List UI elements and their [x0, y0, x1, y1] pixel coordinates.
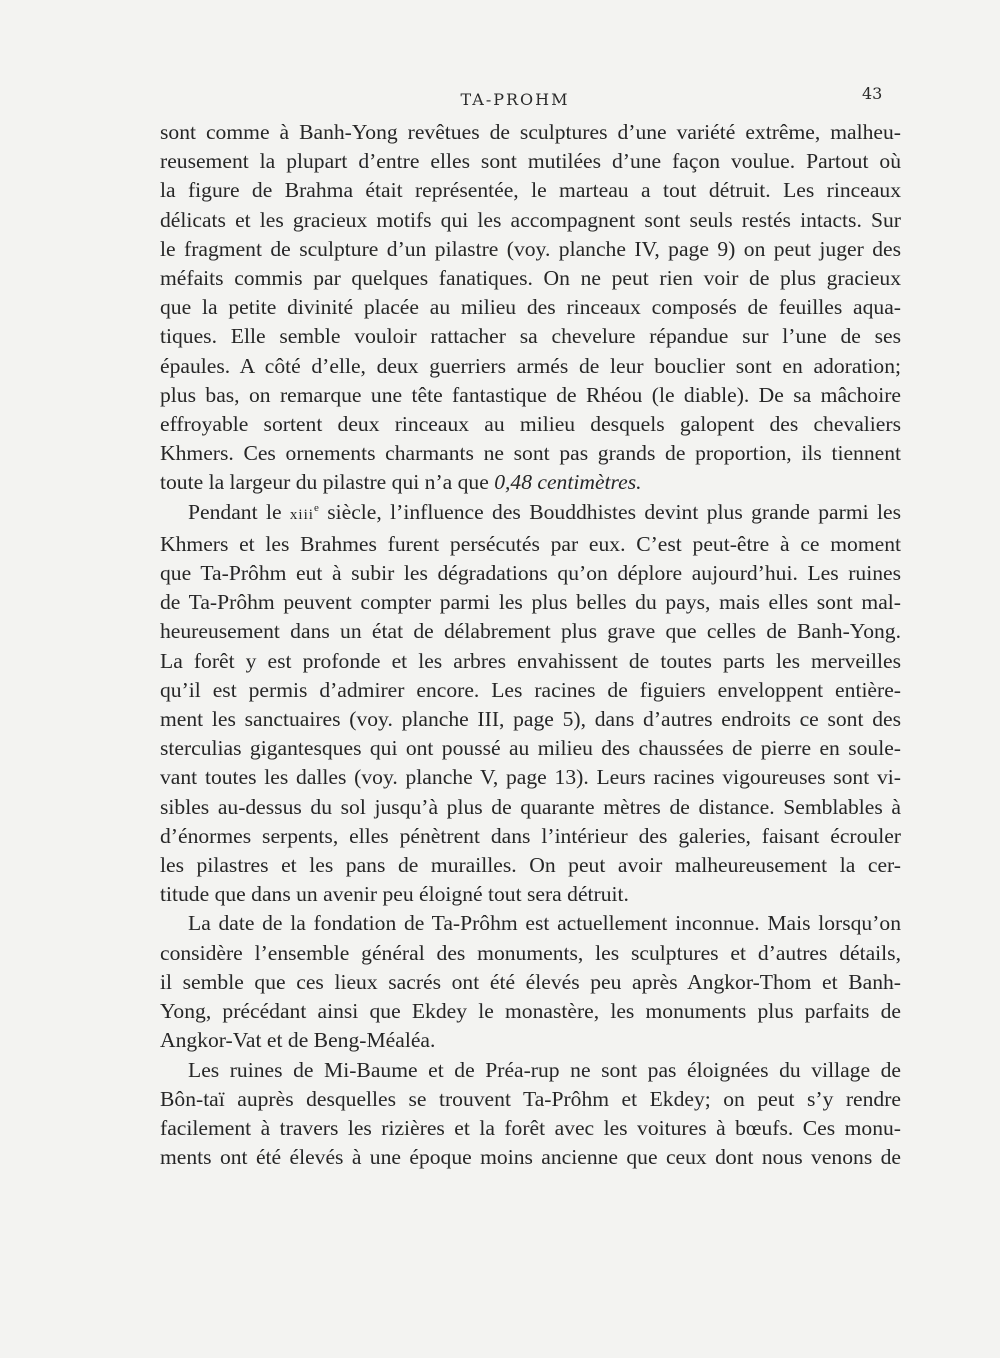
text-line: considère l’ensemble général des monuments, les sculptures et d’autres détails, — [160, 940, 901, 965]
text-line: Angkor-Vat et de Beng-Méaléa. — [160, 1028, 436, 1053]
text-line: délicats et les gracieux motifs qui les accompagnent sont seuls restés intacts. Sur — [160, 207, 901, 232]
text-line: vant toutes les dalles (voy. planche V, page 13). Leurs racines vigoureuses sont vi- — [160, 765, 901, 790]
text-line: reusement la plupart d’entre elles sont mutilées d’une façon voulue. Partout où — [160, 149, 901, 174]
text-line: Yong, précédant ainsi que Ekdey le monastère, les monuments plus parfaits de — [160, 999, 901, 1024]
text-run: siècle, l’influence des Bouddhistes devint plus grande parmi les — [318, 499, 901, 524]
text-line: Les ruines de Mi-Baume et de Préa-rup ne sont pas éloignées du village de — [188, 1057, 901, 1082]
text-line: sont comme à Banh-Yong revêtues de sculptures d’une variété extrême, malheu- — [160, 120, 901, 144]
text-line: d’énormes serpents, elles pénètrent dans l’intérieur des galeries, faisant écrouler — [160, 823, 901, 848]
text-line: ment les sanctuaires (voy. planche III, page 5), dans d’autres endroits ce sont des — [160, 707, 901, 732]
text-line: ments ont été élevés à une époque moins ancienne que ceux dont nous venons de — [160, 1145, 901, 1170]
text-line: sibles au-dessus du sol jusqu’à plus de quarante mètres de distance. Semblables à — [160, 794, 901, 819]
text-line: heureusement dans un état de délabrement plus grave que celles de Banh-Yong. — [160, 619, 901, 644]
text-line: de Ta-Prôhm peuvent compter parmi les plus belles du pays, mais elles sont mal- — [160, 590, 901, 615]
text-line: La date de la fondation de Ta-Prôhm est actuellement inconnue. Mais lorsqu’on — [188, 911, 901, 936]
text-run: toute la largeur du pilastre qui n’a que — [160, 470, 495, 495]
century-numeral: xiii — [289, 506, 314, 523]
text-line: le fragment de sculpture d’un pilastre (voy. planche IV, page 9) on peut juger des — [160, 236, 901, 261]
text-line: Khmers et les Brahmes furent persécutés par eux. C’est peut-être à ce moment — [160, 531, 901, 556]
measurement-italic: 0,48 centimètres. — [494, 470, 642, 495]
running-title: TA-PROHM — [460, 90, 570, 109]
text-run: Pendant le — [188, 499, 290, 524]
text-line: Khmers. Ces ornements charmants ne sont pas grands de proportion, ils tiennent — [160, 441, 901, 466]
text-line — [160, 498, 901, 530]
text-line: qu’il est permis d’admirer encore. Les racines de figuiers enveloppent entière- — [160, 677, 901, 702]
text-line: La forêt y est profonde et les arbres envahissent de toutes parts les merveilles — [160, 648, 901, 673]
century-superscript: e — [313, 501, 319, 514]
text-line: titude que dans un avenir peu éloigné tout sera détruit. — [160, 882, 629, 907]
text-line: que la petite divinité placée au milieu des rinceaux composés de feuilles aqua- — [160, 295, 901, 320]
text-line: sterculias gigantesques qui ont poussé au milieu des chaussées de pierre en soule- — [160, 736, 901, 761]
text-line: facilement à travers les rizières et la forêt avec les voitures à bœufs. Ces monu- — [160, 1115, 901, 1140]
text-line: Bôn-taï auprès desquelles se trouvent Ta-Prôhm et Ekdey; on peut s’y rendre — [160, 1086, 901, 1111]
text-line: la figure de Brahma était représentée, le marteau a tout détruit. Les rinceaux — [160, 178, 901, 203]
page-number: 43 — [862, 84, 883, 103]
text-line: il semble que ces lieux sacrés ont été élevés peu après Angkor-Thom et Banh- — [160, 969, 901, 994]
text-line: plus bas, on remarque une tête fantastique de Rhéou (le diable). De sa mâchoire — [160, 382, 901, 407]
text-line: méfaits commis par quelques fanatiques. On ne peut rien voir de plus gracieux — [160, 266, 901, 291]
text-line: épaules. A côté d’elle, deux guerriers armés de leur bouclier sont en adoration; — [160, 353, 901, 378]
text-line: que Ta-Prôhm eut à subir les dégradations qu’on déplore aujourd’hui. Les ruines — [160, 561, 901, 586]
text-line: effroyable sortent deux rinceaux au milieu desquels galopent des chevaliers — [160, 412, 901, 437]
text-line: les pilastres et les pans de murailles. On peut avoir malheureusement la cer- — [160, 853, 901, 878]
body-text — [160, 118, 901, 1172]
text-line — [160, 468, 901, 497]
text-line: tiques. Elle semble vouloir rattacher sa chevelure répandue sur l’une de ses — [160, 324, 901, 349]
